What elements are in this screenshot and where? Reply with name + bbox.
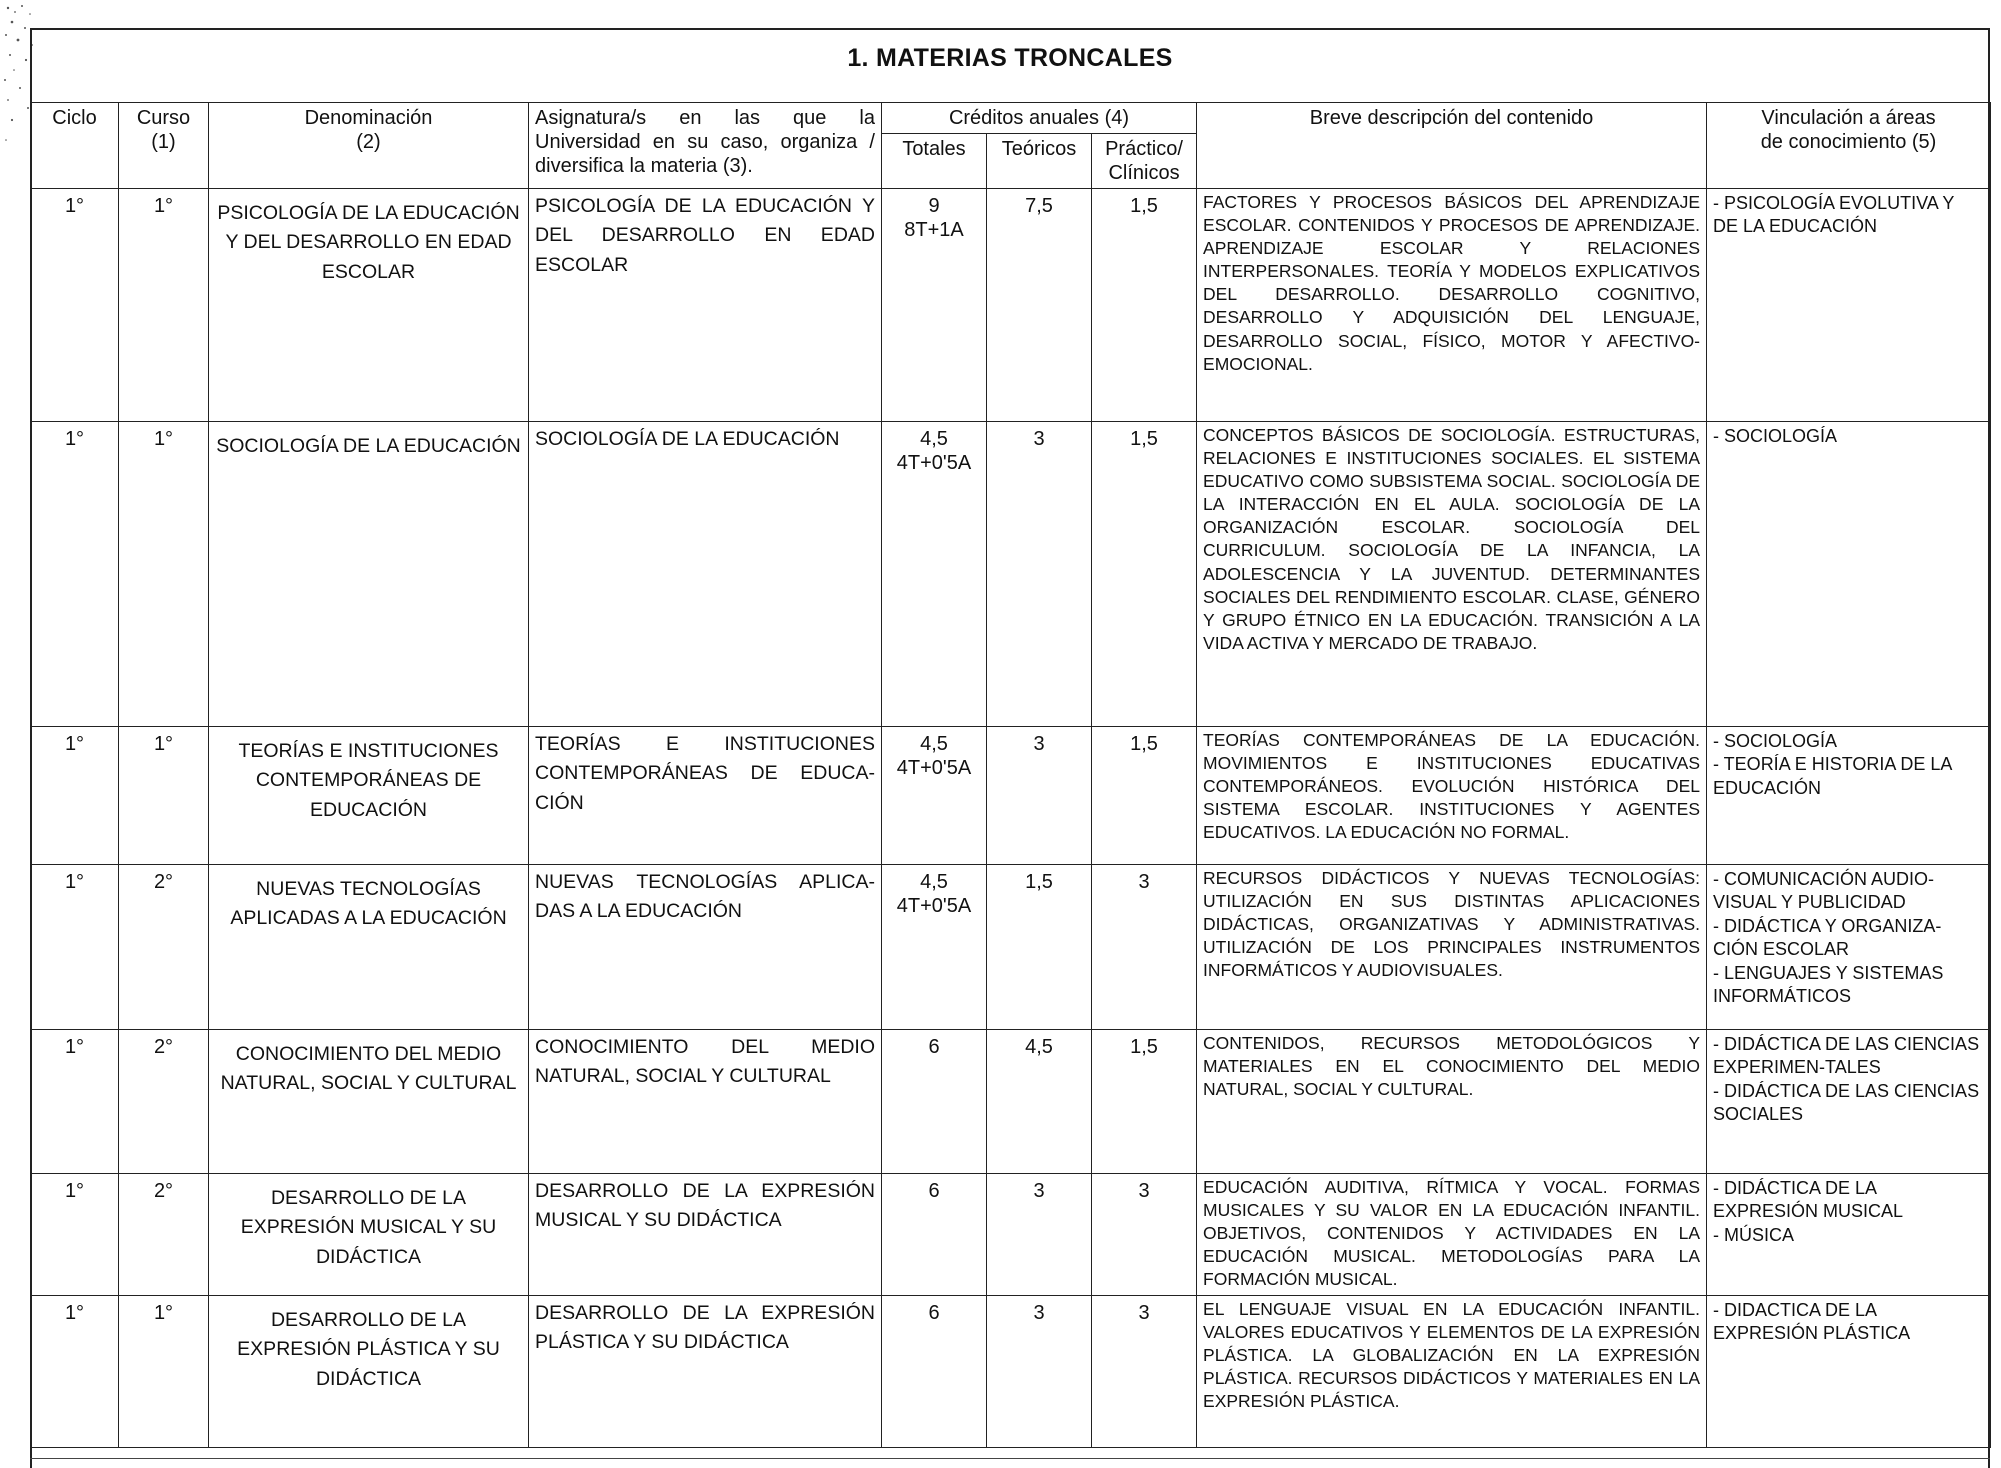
cell-descripcion: TEORÍAS CONTEMPORÁNEAS DE LA EDUCACIÓN. MOVIMIENTOS E INSTITUCIONES EDUCATIVAS CONTEMPORÁNEOS. EVOLUCIÓN HISTÓRICA DEL SISTEMA ESCOLAR. INSTITUCIONES Y AGENTES EDUCATIVOS. LA EDUCACIÓN NO FORMAL. <box>1197 727 1707 865</box>
cell-practicos: 1,5 <box>1092 422 1197 727</box>
bottom-rule <box>30 1458 1990 1459</box>
cell-denominacion: PSICOLOGÍA DE LA EDUCACIÓN Y DEL DESARROLLO EN EDAD ESCOLAR <box>209 189 529 422</box>
header-teoricos: Teóricos <box>987 134 1092 189</box>
cell-ciclo: 1° <box>31 189 119 422</box>
cell-totales: 4,5 4T+0'5A <box>882 865 987 1030</box>
table-row <box>31 189 1991 422</box>
cell-ciclo: 1° <box>31 865 119 1030</box>
cell-ciclo: 1° <box>31 1030 119 1174</box>
table-row <box>31 1174 1991 1296</box>
cell-practicos: 3 <box>1092 865 1197 1030</box>
cell-curso: 2° <box>119 865 209 1030</box>
header-practicos: Práctico/ Clínicos <box>1092 134 1197 189</box>
cell-denominacion: NUEVAS TECNOLOGÍAS APLICADAS A LA EDUCACIÓN <box>209 865 529 1030</box>
cell-curso: 1° <box>119 189 209 422</box>
cell-descripcion: EDUCACIÓN AUDITIVA, RÍTMICA Y VOCAL. FORMAS MUSICALES Y SU VALOR EN LA EDUCACIÓN INFANTIL. OBJETIVOS, CONTENIDOS Y ACTIVIDADES EN LA EDUCACIÓN MUSICAL. METODOLOGÍAS PARA LA FORMACIÓN MUSICAL. <box>1197 1174 1707 1296</box>
header-curso: Curso (1) <box>119 103 209 189</box>
cell-denominacion: SOCIOLOGÍA DE LA EDUCACIÓN <box>209 422 529 727</box>
cell-practicos: 1,5 <box>1092 727 1197 865</box>
cell-denominacion: DESARROLLO DE LA EXPRESIÓN PLÁSTICA Y SU DIDÁCTICA <box>209 1296 529 1448</box>
cell-asignatura: CONOCIMIENTO DEL MEDIO NATURAL, SOCIAL Y CULTURAL <box>529 1030 882 1174</box>
table-row <box>31 1030 1991 1174</box>
cell-totales: 6 <box>882 1174 987 1296</box>
cell-teoricos: 4,5 <box>987 1030 1092 1174</box>
cell-descripcion: CONCEPTOS BÁSICOS DE SOCIOLOGÍA. ESTRUCTURAS, RELACIONES E INSTITUCIONES SOCIALES. EL SISTEMA EDUCATIVO COMO SUBSISTEMA SOCIAL. SOCIOLOGÍA DE LA INTERACCIÓN EN EL AULA. SOCIOLOGÍA DE LA ORGANIZACIÓN ESCOLAR. SOCIOLOGÍA DEL CURRICULUM. SOCIOLOGÍA DE LA INFANCIA, LA ADOLESCENCIA Y LA JUVENTUD. DETERMINANTES SOCIALES DEL RENDIMIENTO ESCOLAR. CLASE, GÉNERO Y GRUPO ÉTNICO EN LA EDUCACIÓN. TRANSICIÓN A LA VIDA ACTIVA Y MERCADO DE TRABAJO. <box>1197 422 1707 727</box>
cell-teoricos: 1,5 <box>987 865 1092 1030</box>
cell-curso: 2° <box>119 1174 209 1296</box>
cell-teoricos: 3 <box>987 1296 1092 1448</box>
cell-totales: 4,5 4T+0'5A <box>882 727 987 865</box>
cell-practicos: 1,5 <box>1092 1030 1197 1174</box>
cell-descripcion: EL LENGUAJE VISUAL EN LA EDUCACIÓN INFANTIL. VALORES EDUCATIVOS Y ELEMENTOS DE LA EXPRESIÓN PLÁSTICA. LA GLOBALIZACIÓN EN LA EXPRESIÓN PLÁSTICA. RECURSOS DIDÁCTICOS Y MATERIALES EN LA EXPRESIÓN PLÁSTICA. <box>1197 1296 1707 1448</box>
cell-curso: 1° <box>119 422 209 727</box>
cell-vinculacion: - SOCIOLOGÍA <box>1707 422 1991 727</box>
cell-ciclo: 1° <box>31 1296 119 1448</box>
cell-teoricos: 3 <box>987 1174 1092 1296</box>
cell-totales: 4,5 4T+0'5A <box>882 422 987 727</box>
table-row <box>31 865 1991 1030</box>
cell-ciclo: 1° <box>31 727 119 865</box>
cell-vinculacion: - PSICOLOGÍA EVOLUTIVA Y DE LA EDUCACIÓN <box>1707 189 1991 422</box>
cell-denominacion: CONOCIMIENTO DEL MEDIO NATURAL, SOCIAL Y CULTURAL <box>209 1030 529 1174</box>
table-row <box>31 422 1991 727</box>
cell-denominacion: TEORÍAS E INSTITUCIONES CONTEMPORÁNEAS DE EDUCACIÓN <box>209 727 529 865</box>
cell-teoricos: 3 <box>987 422 1092 727</box>
cell-vinculacion: - COMUNICACIÓN AUDIO-VISUAL Y PUBLICIDAD - DIDÁCTICA Y ORGANIZA-CIÓN ESCOLAR - LENGUAJES Y SISTEMAS INFORMÁTICOS <box>1707 865 1991 1030</box>
cell-curso: 1° <box>119 727 209 865</box>
cell-asignatura: SOCIOLOGÍA DE LA EDUCACIÓN <box>529 422 882 727</box>
cell-vinculacion: - DIDÁCTICA DE LAS CIENCIAS EXPERIMEN-TALES - DIDÁCTICA DE LAS CIENCIAS SOCIALES <box>1707 1030 1991 1174</box>
subjects-table <box>30 102 1991 1448</box>
cell-teoricos: 3 <box>987 727 1092 865</box>
cell-totales: 9 8T+1A <box>882 189 987 422</box>
cell-totales: 6 <box>882 1296 987 1448</box>
cell-asignatura: TEORÍAS E INSTITUCIONES CONTEMPORÁNEAS DE EDUCA-CIÓN <box>529 727 882 865</box>
cell-descripcion: RECURSOS DIDÁCTICOS Y NUEVAS TECNOLOGÍAS: UTILIZACIÓN EN SUS DISTINTAS APLICACIONES DIDÁCTICAS, ORGANIZATIVAS Y ADMINISTRATIVAS. UTILIZACIÓN DE LOS PRINCIPALES INSTRUMENTOS INFORMÁTICOS Y AUDIOVISUALES. <box>1197 865 1707 1030</box>
cell-vinculacion: - DIDÁCTICA DE LA EXPRESIÓN MUSICAL - MÚSICA <box>1707 1174 1991 1296</box>
cell-practicos: 3 <box>1092 1174 1197 1296</box>
cell-teoricos: 7,5 <box>987 189 1092 422</box>
header-vinculacion: Vinculación a áreas de conocimiento (5) <box>1707 103 1991 189</box>
cell-asignatura: NUEVAS TECNOLOGÍAS APLICA-DAS A LA EDUCACIÓN <box>529 865 882 1030</box>
cell-practicos: 1,5 <box>1092 189 1197 422</box>
table-row <box>31 727 1991 865</box>
header-ciclo: Ciclo <box>31 103 119 189</box>
cell-asignatura: DESARROLLO DE LA EXPRESIÓN MUSICAL Y SU DIDÁCTICA <box>529 1174 882 1296</box>
header-descripcion: Breve descripción del contenido <box>1197 103 1707 189</box>
header-asignatura: Asignatura/s en las que la Universidad en su caso, organiza / diversifica la materia (3). <box>529 103 882 189</box>
header-totales: Totales <box>882 134 987 189</box>
cell-asignatura: DESARROLLO DE LA EXPRESIÓN PLÁSTICA Y SU DIDÁCTICA <box>529 1296 882 1448</box>
cell-descripcion: FACTORES Y PROCESOS BÁSICOS DEL APRENDIZAJE ESCOLAR. CONTENIDOS Y PROCESOS DE APRENDIZAJE. APRENDIZAJE ESCOLAR Y RELACIONES INTERPERSONALES. TEORÍA Y MODELOS EXPLICATIVOS DEL DESARROLLO. DESARROLLO COGNITIVO, DESARROLLO Y ADQUISICIÓN DEL LENGUAJE, DESARROLLO SOCIAL, FÍSICO, MOTOR Y AFECTIVO-EMOCIONAL. <box>1197 189 1707 422</box>
cell-totales: 6 <box>882 1030 987 1174</box>
header-denominacion: Denominación (2) <box>209 103 529 189</box>
cell-practicos: 3 <box>1092 1296 1197 1448</box>
cell-ciclo: 1° <box>31 1174 119 1296</box>
table-row <box>31 1296 1991 1448</box>
cell-ciclo: 1° <box>31 422 119 727</box>
cell-vinculacion: - SOCIOLOGÍA - TEORÍA E HISTORIA DE LA EDUCACIÓN <box>1707 727 1991 865</box>
cell-asignatura: PSICOLOGÍA DE LA EDUCACIÓN Y DEL DESARROLLO EN EDAD ESCOLAR <box>529 189 882 422</box>
cell-denominacion: DESARROLLO DE LA EXPRESIÓN MUSICAL Y SU DIDÁCTICA <box>209 1174 529 1296</box>
cell-curso: 1° <box>119 1296 209 1448</box>
header-creditos: Créditos anuales (4) <box>882 103 1197 134</box>
cell-curso: 2° <box>119 1030 209 1174</box>
cell-vinculacion: - DIDACTICA DE LA EXPRESIÓN PLÁSTICA <box>1707 1296 1991 1448</box>
page-title: 1. MATERIAS TRONCALES <box>847 44 1173 72</box>
cell-descripcion: CONTENIDOS, RECURSOS METODOLÓGICOS Y MATERIALES EN EL CONOCIMIENTO DEL MEDIO NATURAL, SOCIAL Y CULTURAL. <box>1197 1030 1707 1174</box>
